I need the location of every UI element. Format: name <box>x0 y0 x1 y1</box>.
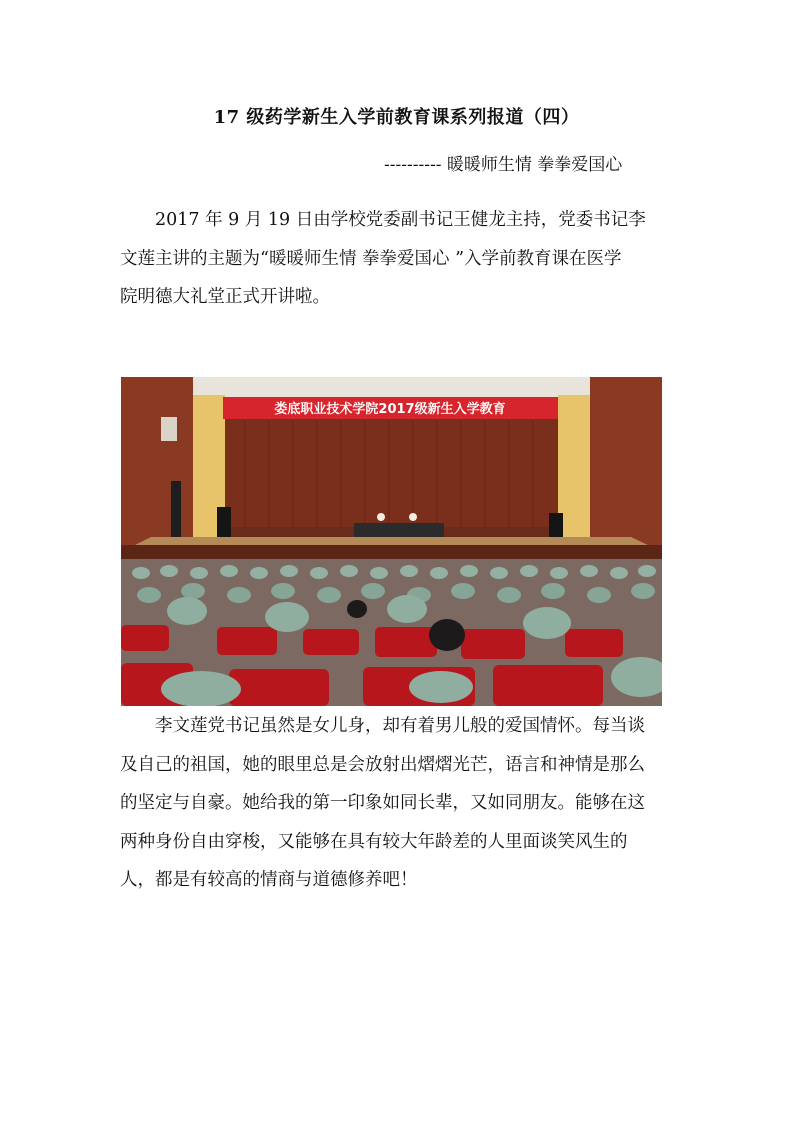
paragraph-body <box>120 707 676 900</box>
paragraph-line: 两种身份自由穿梭，又能够在具有较大年龄差的人里面谈笑风生的 <box>120 831 628 852</box>
article-subtitle: ---------- 暖暖师生情 拳拳爱国心 <box>384 155 623 175</box>
paragraph-line: 李文莲党书记虽然是女儿身，却有着男儿般的爱国情怀。每当谈 <box>155 716 645 736</box>
paragraph-line: 院明德大礼堂正式开讲啦。 <box>120 287 330 307</box>
stage-banner-text: 娄底职业技术学院2017级新生入学教育 <box>274 402 506 417</box>
paragraph-line: 及自己的祖国，她的眼里总是会放射出熠熠光芒，语言和神情是那么 <box>120 754 645 775</box>
paragraph-intro <box>120 201 676 317</box>
paragraph-line: 2017 年 9 月 19 日由学校党委副书记王健龙主持，党委书记李 <box>155 210 646 230</box>
auditorium-photo <box>121 377 662 706</box>
paragraph-line: 文莲主讲的主题为“暖暖师生情 拳拳爱国心 ”入学前教育课在医学 <box>120 248 622 269</box>
article-title: 17 级药学新生入学前教育课系列报道（四） <box>213 107 580 128</box>
paragraph-line: 人，都是有较高的情商与道德修养吧！ <box>120 870 418 890</box>
paragraph-line: 的坚定与自豪。她给我的第一印象如同长辈，又如同朋友。能够在这 <box>120 793 645 813</box>
